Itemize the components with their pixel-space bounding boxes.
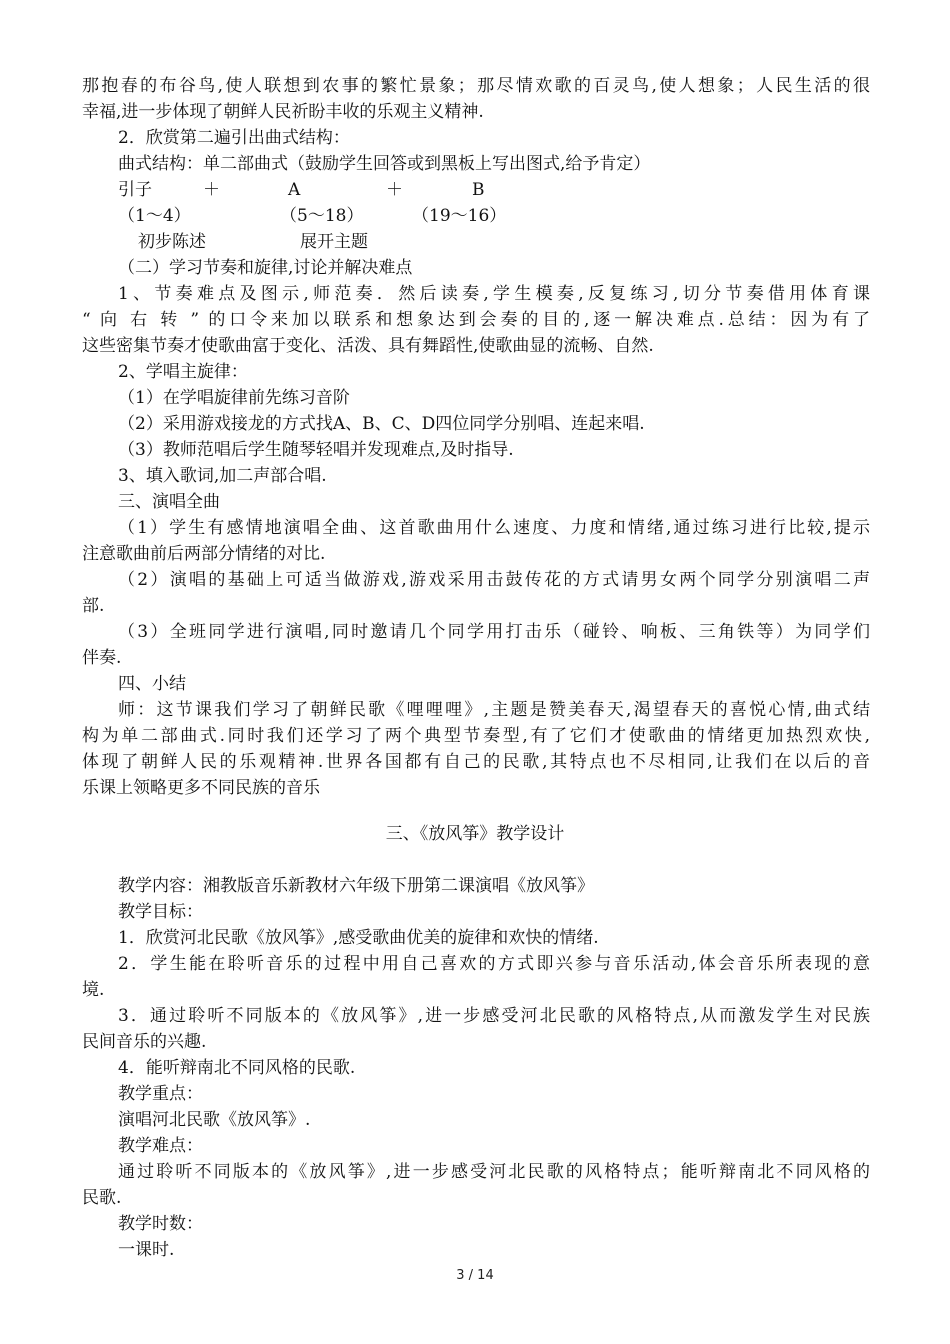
- label: 教学重点：: [118, 1084, 203, 1104]
- section-heading: 四、小结: [118, 674, 186, 694]
- label: 教学目标：: [118, 902, 203, 922]
- paragraph-line: 师：这节课我们学习了朝鲜民歌《哩哩哩》,主题是赞美春天,渴望春天的喜悦心情,曲式结: [118, 700, 870, 720]
- label: 教学时数：: [118, 1214, 203, 1234]
- paragraph-line: 演唱河北民歌《放风筝》.: [118, 1110, 311, 1130]
- page-number: 3 / 14: [456, 1268, 494, 1283]
- paragraph-line: 部.: [82, 596, 105, 616]
- paragraph-line: 幸福,进一步体现了朝鲜人民祈盼丰收的乐观主义精神.: [82, 102, 484, 122]
- paragraph-line: “ 向 右 转 ” 的口令来加以联系和想象达到会奏的目的,逐一解决难点.总结：因为有了: [82, 310, 870, 330]
- paragraph-line: 境.: [82, 980, 105, 1000]
- list-item: （1）在学唱旋律前先练习音阶: [118, 388, 350, 408]
- list-item: （1）学生有感情地演唱全曲、这首歌曲用什么速度、力度和情绪,通过练习进行比较,提示: [118, 518, 870, 538]
- list-item: 2．学生能在聆听音乐的过程中用自己喜欢的方式即兴参与音乐活动,体会音乐所表现的意: [118, 954, 870, 974]
- form-structure-line: 曲式结构：单二部曲式（鼓励学生回答或到黑板上写出图式,给予肯定）: [118, 154, 651, 174]
- form-section-a: A: [288, 180, 301, 200]
- paragraph-line: 民歌.: [82, 1188, 122, 1208]
- paragraph-line: 那抱春的布谷鸟,使人联想到农事的繁忙景象；那尽情欢歌的百灵鸟,使人想象；人民生活的很: [82, 76, 870, 96]
- section-item: 3、填入歌词,加二声部合唱.: [118, 466, 327, 486]
- list-item: 1．欣赏河北民歌《放风筝》,感受歌曲优美的旋律和欢快的情绪.: [118, 928, 599, 948]
- paragraph-line: 教学内容：湘教版音乐新教材六年级下册第二课演唱《放风筝》: [118, 876, 594, 896]
- paragraph-line: 乐课上领略更多不同民族的音乐: [82, 778, 320, 798]
- paragraph-line: 1、节奏难点及图示,师范奏．然后读奏,学生模奏,反复练习,切分节奏借用体育课: [118, 284, 870, 304]
- list-item: （2）演唱的基础上可适当做游戏,游戏采用击鼓传花的方式请男女两个同学分别演唱二声: [118, 570, 870, 590]
- label: 教学难点：: [118, 1136, 203, 1156]
- paragraph-line: 通过聆听不同版本的《放风筝》,进一步感受河北民歌的风格特点；能听辩南北不同风格的: [118, 1162, 870, 1182]
- form-plus: ＋: [386, 180, 403, 200]
- form-desc: 初步陈述: [138, 232, 206, 252]
- form-plus: ＋: [203, 180, 220, 200]
- list-item: （2）采用游戏接龙的方式找A、B、C、D四位同学分别唱、连起来唱.: [118, 414, 645, 434]
- list-item: 4．能听辩南北不同风格的民歌.: [118, 1058, 356, 1078]
- section-heading: （二）学习节奏和旋律,讨论并解决难点: [118, 258, 413, 278]
- list-item: （3）教师范唱后学生随琴轻唱并发现难点,及时指导.: [118, 440, 514, 460]
- list-item: （3）全班同学进行演唱,同时邀请几个同学用打击乐（碰铃、响板、三角铁等）为同学们: [118, 622, 870, 642]
- section-item: 2、学唱主旋律：: [118, 362, 248, 382]
- paragraph-line: 构为单二部曲式.同时我们还学习了两个典型节奏型,有了它们才使歌曲的情绪更加热烈欢快,: [82, 726, 870, 746]
- paragraph-line: 注意歌曲前后两部分情绪的对比.: [82, 544, 326, 564]
- section-item: 2．欣赏第二遍引出曲式结构：: [118, 128, 350, 148]
- paragraph-line: 体现了朝鲜人民的乐观精神.世界各国都有自己的民歌,其特点也不尽相同,让我们在以后的音: [82, 752, 870, 772]
- form-range: （1～4）: [118, 206, 191, 226]
- paragraph-line: 伴奏.: [82, 648, 122, 668]
- section-title: 三、《放风筝》教学设计: [385, 824, 565, 844]
- section-heading: 三、演唱全曲: [118, 492, 220, 512]
- paragraph-line: 民间音乐的兴趣.: [82, 1032, 207, 1052]
- form-range: （19～16）: [412, 206, 507, 226]
- form-intro: 引子: [118, 180, 152, 200]
- form-desc: 展开主题: [300, 232, 368, 252]
- form-section-b: B: [472, 180, 485, 200]
- paragraph-line: 一课时.: [118, 1240, 175, 1260]
- list-item: 3．通过聆听不同版本的《放风筝》,进一步感受河北民歌的风格特点,从而激发学生对民族: [118, 1006, 870, 1026]
- form-range: （5～18）: [280, 206, 364, 226]
- paragraph-line: 这些密集节奏才使歌曲富于变化、活泼、具有舞蹈性,使歌曲显的流畅、自然.: [82, 336, 654, 356]
